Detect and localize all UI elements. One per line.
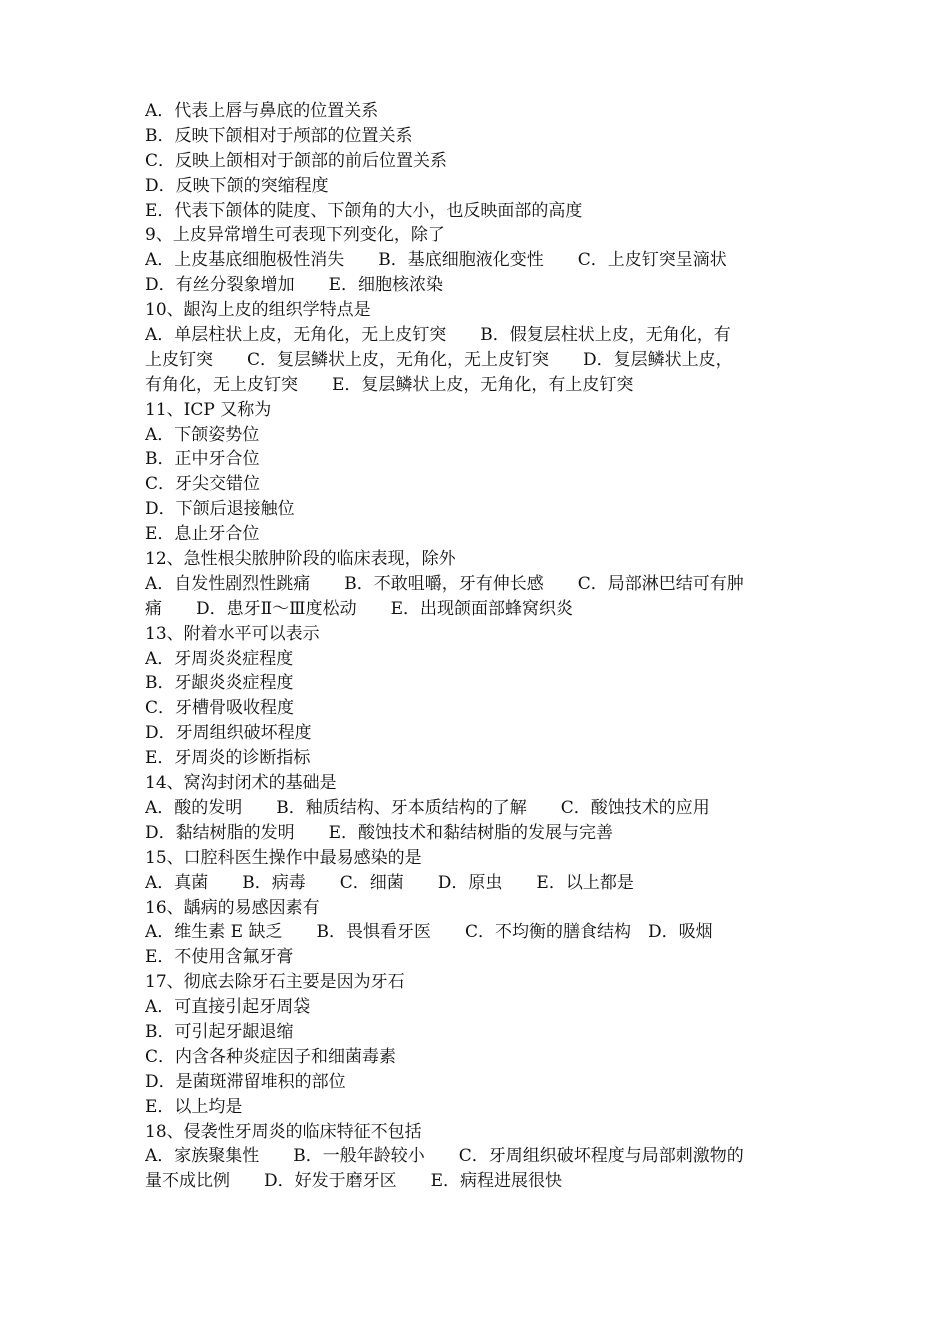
text-line: 9、上皮异常增生可表现下列变化，除了	[145, 225, 445, 246]
text-line: 17、彻底去除牙石主要是因为牙石	[145, 972, 405, 993]
text-line: 16、龋病的易感因素有	[145, 897, 320, 918]
text-line: D．反映下颌的突缩程度	[145, 175, 329, 196]
text-line: E．牙周炎的诊断指标	[145, 748, 311, 769]
text-line: B．反映下颌相对于颅部的位置关系	[145, 125, 413, 146]
text-line: 痛 D．患牙Ⅱ～Ⅲ度松动 E．出现颌面部蜂窝织炎	[145, 598, 573, 619]
text-line: 14、窝沟封闭术的基础是	[145, 773, 337, 794]
text-line: D．有丝分裂象增加 E．细胞核浓染	[145, 275, 444, 296]
text-line: A．酸的发明 B．釉质结构、牙本质结构的了解 C．酸蚀技术的应用	[145, 797, 710, 818]
text-line: 有角化，无上皮钉突 E．复层鳞状上皮，无角化，有上皮钉突	[145, 374, 634, 395]
text-line: A．维生素 E 缺乏 B．畏惧看牙医 C．不均衡的膳食结构 D．吸烟	[145, 922, 713, 943]
text-line: D．黏结树脂的发明 E．酸蚀技术和黏结树脂的发展与完善	[145, 822, 614, 843]
text-line: 18、侵袭性牙周炎的临床特征不包括	[145, 1121, 422, 1142]
text-line: C．内含各种炎症因子和细菌毒素	[145, 1046, 397, 1067]
text-line: C．牙尖交错位	[145, 474, 261, 495]
text-line: 13、附着水平可以表示	[145, 623, 320, 644]
text-line: A．牙周炎炎症程度	[145, 648, 294, 669]
text-line: C．牙槽骨吸收程度	[145, 698, 295, 719]
text-line: B．牙龈炎炎症程度	[145, 673, 294, 694]
text-line: C．反映上颌相对于颌部的前后位置关系	[145, 150, 448, 171]
text-line: D．下颌后退接触位	[145, 499, 295, 520]
text-line: B．正中牙合位	[145, 449, 260, 470]
text-line: 12、急性根尖脓肿阶段的临床表现，除外	[145, 549, 456, 570]
text-line: 上皮钉突 C．复层鳞状上皮，无角化，无上皮钉突 D．复层鳞状上皮，	[145, 349, 733, 370]
text-line: 15、口腔科医生操作中最易感染的是	[145, 847, 422, 868]
text-line: 11、ICP 又称为	[145, 399, 272, 420]
text-line: 量不成比例 D．好发于磨牙区 E．病程进展很快	[145, 1171, 563, 1192]
text-line: A．单层柱状上皮，无角化，无上皮钉突 B．假复层柱状上皮，无角化，有	[145, 325, 731, 346]
text-line: E．息止牙合位	[145, 524, 260, 545]
text-line: D．是菌斑滞留堆积的部位	[145, 1071, 346, 1092]
document-page	[145, 99, 810, 1194]
text-line: A．下颌姿势位	[145, 424, 260, 445]
text-line: 10、龈沟上皮的组织学特点是	[145, 300, 371, 321]
text-line: D．牙周组织破坏程度	[145, 723, 312, 744]
text-line: A．可直接引起牙周袋	[145, 997, 311, 1018]
text-line: A．家族聚集性 B．一般年龄较小 C．牙周组织破坏程度与局部刺激物的	[145, 1146, 744, 1167]
text-line: A．上皮基底细胞极性消失 B．基底细胞液化变性 C．上皮钉突呈滴状	[145, 250, 727, 271]
text-line: A．代表上唇与鼻底的位置关系	[145, 101, 379, 121]
text-line: B．可引起牙龈退缩	[145, 1021, 294, 1042]
text-line: A．自发性剧烈性跳痛 B．不敢咀嚼，牙有伸长感 C．局部淋巴结可有肿	[145, 573, 744, 594]
text-line: E．以上均是	[145, 1096, 243, 1117]
text-line: A．真菌 B．病毒 C．细菌 D．原虫 E．以上都是	[145, 872, 634, 893]
text-line: E．代表下颌体的陡度、下颌角的大小，也反映面部的高度	[145, 200, 583, 221]
text-line: E．不使用含氟牙膏	[145, 947, 294, 968]
